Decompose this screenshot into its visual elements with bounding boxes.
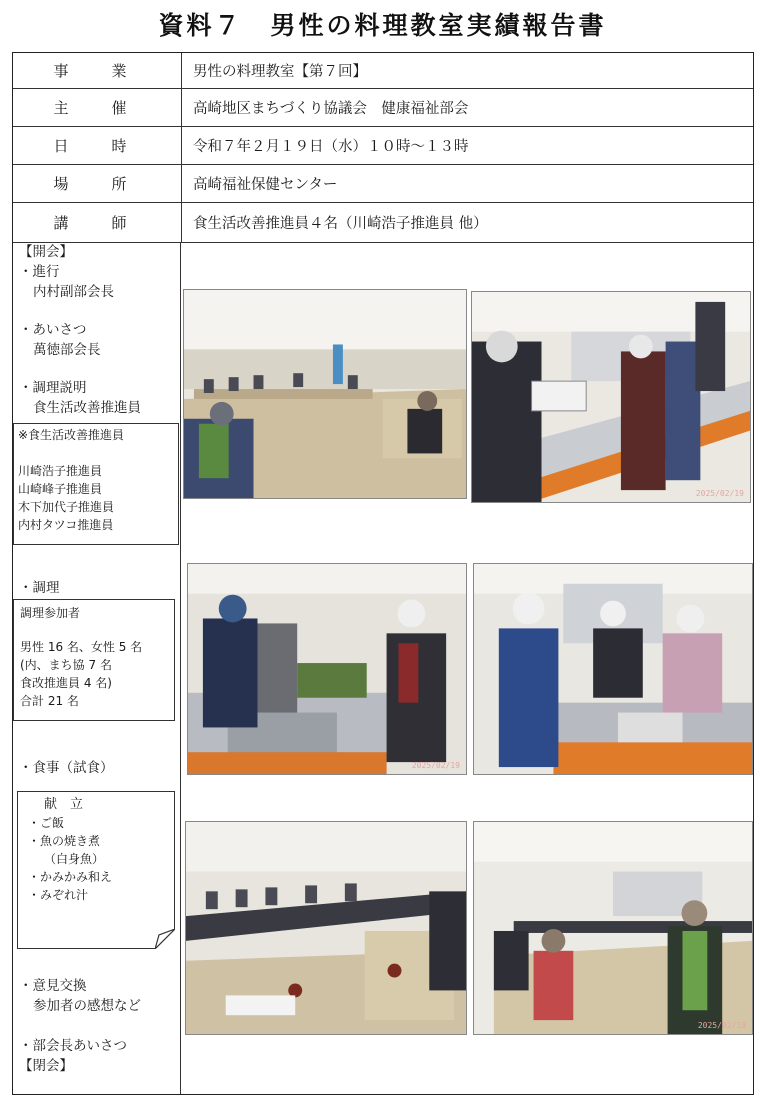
- program-cooking-heading: ・調理: [19, 580, 60, 596]
- document-title: 資料７ 男性の料理教室実績報告書: [158, 11, 607, 40]
- photo-image: [472, 292, 750, 502]
- menu-item: （白身魚）: [44, 852, 105, 866]
- photo-datestamp: 2025/02/19: [695, 489, 744, 498]
- program-opinion-sub: 参加者の感想など: [33, 998, 141, 1014]
- value-host: 高崎地区まちづくり協議会 健康福祉部会: [193, 101, 469, 117]
- value-datetime: 令和７年２月１９日（水）１０時～１３時: [193, 139, 469, 155]
- row-datetime: [13, 127, 753, 165]
- photo-eating-tables: [185, 821, 467, 1035]
- photo-image: [474, 822, 752, 1034]
- menu-heading: 献 立: [44, 797, 84, 812]
- program-chair-heading: ・進行: [19, 264, 60, 280]
- photo-image: [188, 564, 466, 774]
- participants-line: (内、まち協 7 名: [20, 658, 112, 672]
- menu-item: ・かみかみ和え: [28, 870, 113, 884]
- instructors-box: [13, 423, 179, 545]
- photo-image: [474, 564, 752, 774]
- row-place: [13, 165, 753, 203]
- program-meal-heading: ・食事（試食）: [19, 760, 114, 776]
- label-datetime: 日 時: [13, 127, 182, 164]
- instructor-name: 内村タツコ推進員: [18, 518, 114, 532]
- program-opinion-heading: ・意見交換: [19, 978, 87, 994]
- photo-cooking-counter: [471, 291, 751, 503]
- row-host: [13, 89, 753, 127]
- report-table: [12, 52, 754, 1095]
- participants-box: [13, 599, 175, 721]
- photo-datestamp: 2025/02/19: [411, 761, 460, 770]
- instructor-name: 川崎浩子推進員: [18, 464, 103, 478]
- menu-item: ・魚の焼き煮: [28, 834, 101, 848]
- participants-line: 食改推進員 4 名): [20, 676, 112, 690]
- photo-speaker: [473, 821, 753, 1035]
- program-explain-name: 食生活改善推進員: [33, 400, 141, 416]
- program-chair-name: 内村副部会長: [33, 284, 114, 300]
- photo-image: [186, 822, 466, 1034]
- photo-stove-cooking: [473, 563, 753, 775]
- value-place: 高崎福祉保健センター: [193, 177, 338, 193]
- photo-image: [184, 290, 466, 498]
- program-column: [13, 243, 181, 1094]
- instructors-heading: ※食生活改善推進員: [18, 428, 125, 442]
- program-closing-heading: ・部会長あいさつ: [19, 1038, 127, 1054]
- label-host: 主 催: [13, 89, 182, 126]
- page-curl-icon: [155, 929, 175, 949]
- menu-item: ・ご飯: [28, 816, 65, 830]
- row-project: [13, 53, 753, 89]
- instructor-name: 木下加代子推進員: [18, 500, 115, 514]
- program-explain-heading: ・調理説明: [19, 380, 87, 396]
- program-greeting-name: 萬徳部会長: [33, 342, 101, 358]
- label-place: 場 所: [13, 165, 182, 202]
- participants-line: 合計 21 名: [20, 694, 79, 708]
- instructor-name: 山崎峰子推進員: [18, 482, 103, 496]
- menu-card: [17, 791, 175, 949]
- label-instructor: 講 師: [13, 203, 182, 242]
- participants-heading: 調理参加者: [20, 606, 81, 620]
- label-project: 事 業: [13, 53, 182, 88]
- photo-datestamp: 2025/02/19: [697, 1021, 746, 1030]
- photo-area: [181, 243, 753, 1094]
- participants-line: 男性 16 名、女性 5 名: [20, 640, 143, 654]
- photo-sink-prep: [187, 563, 467, 775]
- program-close: 【閉会】: [19, 1058, 73, 1074]
- menu-item: ・みぞれ汁: [28, 888, 89, 902]
- program-greeting-heading: ・あいさつ: [19, 322, 87, 338]
- value-instructor: 食生活改善推進員４名（川崎浩子推進員 他）: [193, 216, 488, 232]
- row-instructor: [13, 203, 753, 243]
- program-open: 【開会】: [19, 244, 73, 260]
- photo-meeting-room: [183, 289, 467, 499]
- value-project: 男性の料理教室【第７回】: [193, 64, 367, 80]
